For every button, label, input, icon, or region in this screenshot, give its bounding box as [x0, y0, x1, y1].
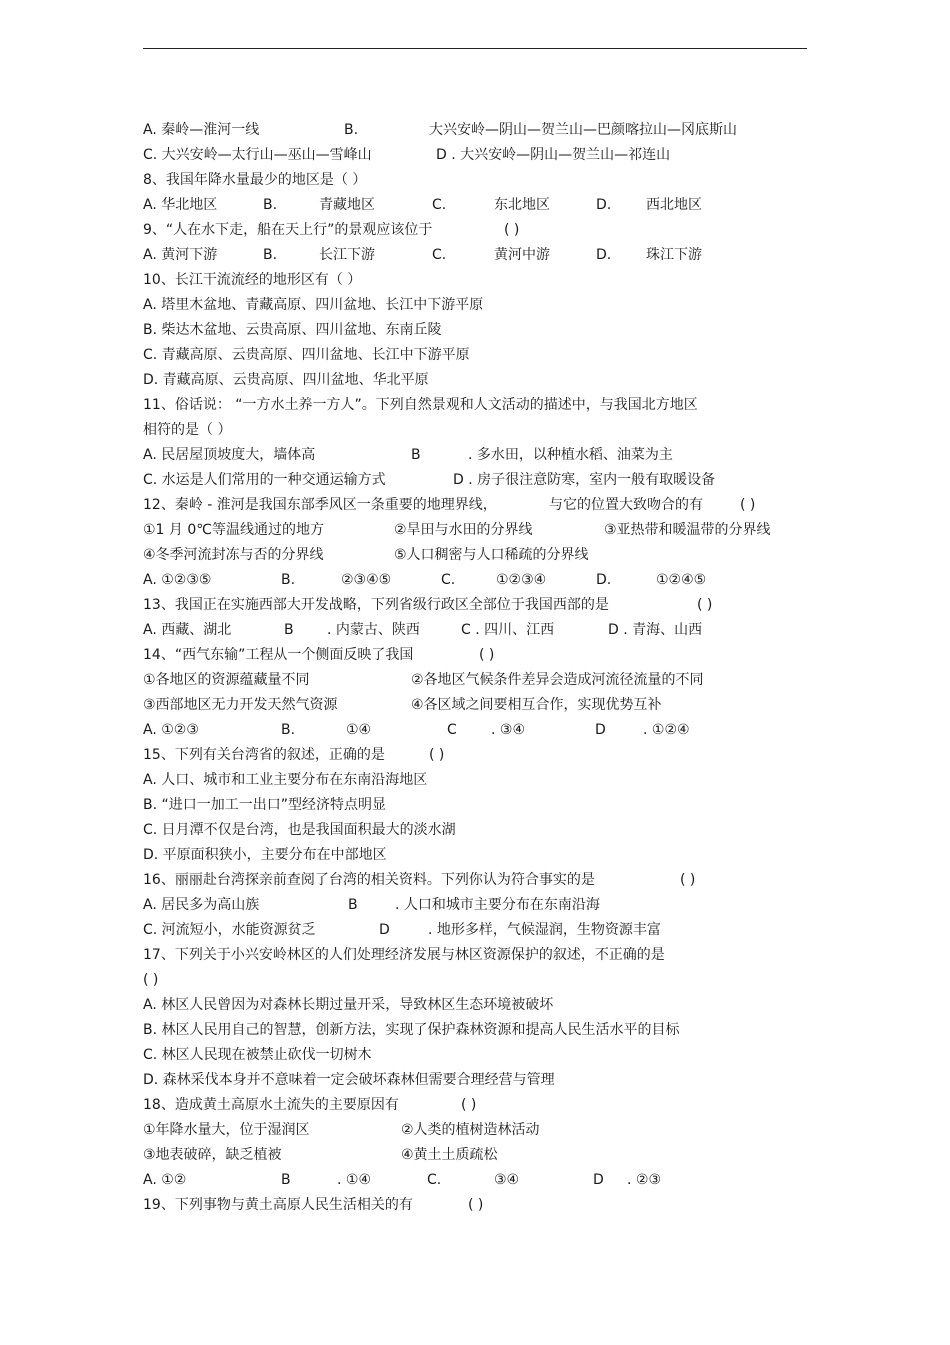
text-line	[143, 168, 823, 193]
text-segment: D	[595, 722, 606, 738]
text-line	[143, 143, 823, 168]
text-segment: 与它的位置大致吻合的有	[549, 497, 703, 513]
text-segment: C	[447, 722, 457, 738]
text-line	[143, 418, 823, 443]
text-segment: ①各地区的资源蕴藏量不同	[143, 672, 310, 688]
text-segment: B	[348, 897, 358, 913]
text-line	[143, 318, 823, 343]
text-line	[143, 943, 823, 968]
text-line	[143, 868, 823, 893]
text-line	[143, 268, 823, 293]
text-segment: ②③④⑤	[341, 572, 392, 588]
text-line	[143, 1018, 823, 1043]
text-line	[143, 118, 823, 143]
text-segment: 大兴安岭—阴山—贺兰山—巴颜喀拉山—冈底斯山	[429, 122, 737, 138]
text-line	[143, 693, 823, 718]
text-segment: C. 青藏高原、云贵高原、四川盆地、长江中下游平原	[143, 347, 470, 363]
text-segment: 9、“人在水下走，船在天上行”的景观应该位于	[143, 222, 433, 238]
text-segment: D. 平原面积狭小，主要分布在中部地区	[143, 847, 387, 863]
text-segment: A. ①②③	[143, 722, 199, 738]
text-segment: ③地表破碎，缺乏植被	[143, 1147, 282, 1163]
text-segment: ④黄土土质疏松	[401, 1147, 498, 1163]
text-line	[143, 1043, 823, 1068]
text-segment: 17、下列关于小兴安岭林区的人们处理经济发展与林区资源保护的叙述，不正确的是	[143, 947, 665, 963]
text-line	[143, 743, 823, 768]
text-segment: B.	[263, 247, 278, 263]
text-line	[143, 668, 823, 693]
text-segment: C. 林区人民现在被禁止砍伐一切树木	[143, 1047, 372, 1063]
text-segment: 13、我国正在实施西部大开发战略，下列省级行政区全部位于我国西部的是	[143, 597, 609, 613]
text-segment: B. 柴达木盆地、云贵高原、四川盆地、东南丘陵	[143, 322, 442, 338]
text-segment: D	[379, 922, 390, 938]
text-segment: A. 居民多为高山族	[143, 897, 260, 913]
text-segment: . ③④	[491, 722, 526, 738]
text-segment: 东北地区	[494, 197, 550, 213]
text-segment: 相符的是（ ）	[143, 422, 232, 438]
text-segment: D. 森林采伐本身并不意味着一定会破坏森林但需要合理经营与管理	[143, 1072, 555, 1088]
text-line	[143, 543, 823, 568]
text-segment: A. 黄河下游	[143, 247, 218, 263]
text-segment: B. 林区人民用自己的智慧，创新方法，实现了保护森林资源和提高人民生活水平的目标	[143, 1022, 680, 1038]
text-segment: C.	[427, 1172, 442, 1188]
text-segment: ( )	[740, 497, 756, 513]
text-segment: A. 塔里木盆地、青藏高原、四川盆地、长江中下游平原	[143, 297, 484, 313]
text-line	[143, 468, 823, 493]
text-segment: 16、丽丽赴台湾探亲前查阅了台湾的相关资料。下列你认为符合事实的是	[143, 872, 595, 888]
text-segment: ③西部地区无力开发天然气资源	[143, 697, 338, 713]
text-segment: 10、长江干流流经的地形区有（ ）	[143, 272, 362, 288]
text-segment: D . 房子很注意防寒，室内一般有取暖设备	[453, 472, 716, 488]
text-segment: ③④	[494, 1172, 520, 1188]
text-segment: ①年降水量大，位于湿润区	[143, 1122, 310, 1138]
text-segment: 西北地区	[646, 197, 702, 213]
text-line	[143, 293, 823, 318]
text-segment: 青藏地区	[319, 197, 375, 213]
text-segment: 14、“西气东输”工程从一个侧面反映了我国	[143, 647, 414, 663]
text-segment: ( )	[143, 972, 159, 988]
text-segment: 18、造成黄土高原水土流失的主要原因有	[143, 1097, 399, 1113]
text-segment: . ①④	[337, 1172, 372, 1188]
text-segment: A. 秦岭—淮河一线	[143, 122, 260, 138]
text-segment: A. 华北地区	[143, 197, 218, 213]
text-line	[143, 968, 823, 993]
text-line	[143, 1168, 823, 1193]
text-segment: ( )	[461, 1097, 477, 1113]
text-segment: 19、下列事物与黄土高原人民生活相关的有	[143, 1197, 413, 1213]
text-segment: ( )	[479, 647, 495, 663]
text-segment: ( )	[697, 597, 713, 613]
text-segment: D.	[596, 197, 612, 213]
text-segment: B	[284, 622, 294, 638]
text-line	[143, 1143, 823, 1168]
text-line	[143, 568, 823, 593]
text-line	[143, 218, 823, 243]
text-line	[143, 793, 823, 818]
text-segment: ( )	[504, 222, 520, 238]
text-line	[143, 193, 823, 218]
text-segment: A. 西藏、湖北	[143, 622, 232, 638]
text-segment: . ①②④	[643, 722, 690, 738]
text-line	[143, 993, 823, 1018]
text-segment: ⑤人口稠密与人口稀疏的分界线	[394, 547, 589, 563]
text-segment: ③亚热带和暖温带的分界线	[604, 522, 771, 538]
text-segment: ①②④⑤	[656, 572, 707, 588]
text-segment: A. ①②	[143, 1172, 187, 1188]
text-segment: A. 林区人民曾因为对森林长期过量开采，导致林区生态环境被破坏	[143, 997, 554, 1013]
text-segment: D.	[596, 247, 612, 263]
text-segment: B.	[344, 122, 359, 138]
text-segment: . ②③	[627, 1172, 662, 1188]
text-segment: C. 日月潭不仅是台湾，也是我国面积最大的淡水湖	[143, 822, 456, 838]
question-list	[143, 118, 823, 1218]
text-segment: C.	[432, 197, 447, 213]
text-segment: ④各区域之间要相互合作，实现优势互补	[411, 697, 662, 713]
text-line	[143, 1093, 823, 1118]
text-line	[143, 918, 823, 943]
text-segment: C.	[432, 247, 447, 263]
text-segment: . 多水田，以种植水稻、油菜为主	[468, 447, 673, 463]
text-segment: D . 大兴安岭—阴山—贺兰山—祁连山	[436, 147, 671, 163]
text-segment: C. 大兴安岭—太行山—巫山—雪峰山	[143, 147, 372, 163]
text-line	[143, 718, 823, 743]
text-segment: C. 河流短小，水能资源贫乏	[143, 922, 316, 938]
text-line	[143, 1193, 823, 1218]
text-segment: D.	[596, 572, 612, 588]
text-segment: ( )	[680, 872, 696, 888]
text-segment: D. 青藏高原、云贵高原、四川盆地、华北平原	[143, 372, 429, 388]
text-segment: . 内蒙古、陕西	[327, 622, 420, 638]
text-segment: D . 青海、山西	[608, 622, 703, 638]
text-line	[143, 1068, 823, 1093]
text-segment: 黄河中游	[494, 247, 550, 263]
text-segment: C.	[441, 572, 456, 588]
text-segment: ②各地区气候条件差异会造成河流径流量的不同	[411, 672, 704, 688]
text-line	[143, 1118, 823, 1143]
text-segment: . 人口和城市主要分布在东南沿海	[395, 897, 600, 913]
text-segment: 8、我国年降水量最少的地区是（ ）	[143, 172, 367, 188]
text-segment: 12、秦岭 - 淮河是我国东部季风区一条重要的地理界线，	[143, 497, 497, 513]
text-line	[143, 768, 823, 793]
text-line	[143, 518, 823, 543]
text-segment: A. 人口、城市和工业主要分布在东南沿海地区	[143, 772, 428, 788]
text-line	[143, 493, 823, 518]
text-segment: 珠江下游	[646, 247, 702, 263]
header-rule	[143, 48, 807, 49]
text-line	[143, 393, 823, 418]
text-segment: ④冬季河流封冻与否的分界线	[143, 547, 324, 563]
text-segment: ②人类的植树造林活动	[401, 1122, 540, 1138]
text-segment: A. ①②③⑤	[143, 572, 212, 588]
text-line	[143, 893, 823, 918]
text-line	[143, 343, 823, 368]
text-segment: D	[593, 1172, 604, 1188]
text-segment: . 地形多样，气候湿润，生物资源丰富	[428, 922, 661, 938]
text-segment: A. 民居屋顶坡度大，墙体高	[143, 447, 316, 463]
text-segment: ①1 月 0℃等温线通过的地方	[143, 522, 324, 538]
text-segment: 长江下游	[319, 247, 375, 263]
text-line	[143, 818, 823, 843]
text-segment: ②旱田与水田的分界线	[394, 522, 533, 538]
text-line	[143, 443, 823, 468]
text-line	[143, 368, 823, 393]
text-segment: B. “进口一加工一出口”型经济特点明显	[143, 797, 387, 813]
text-line	[143, 843, 823, 868]
text-line	[143, 643, 823, 668]
text-segment: 15、下列有关台湾省的叙述，正确的是	[143, 747, 385, 763]
text-segment: B	[411, 447, 421, 463]
text-segment: ①②③④	[496, 572, 547, 588]
text-segment: B	[281, 1172, 291, 1188]
text-segment: C . 四川、江西	[461, 622, 555, 638]
text-line	[143, 618, 823, 643]
text-segment: 11、俗话说： “一方水土养一方人”。下列自然景观和人文活动的描述中，与我国北方地区	[143, 397, 698, 413]
text-segment: ①④	[346, 722, 372, 738]
text-segment: ( )	[429, 747, 445, 763]
text-line	[143, 243, 823, 268]
text-segment: ( )	[468, 1197, 484, 1213]
text-segment: B.	[281, 572, 296, 588]
text-line	[143, 593, 823, 618]
text-segment: B.	[281, 722, 296, 738]
text-segment: C. 水运是人们常用的一种交通运输方式	[143, 472, 386, 488]
text-segment: B.	[263, 197, 278, 213]
